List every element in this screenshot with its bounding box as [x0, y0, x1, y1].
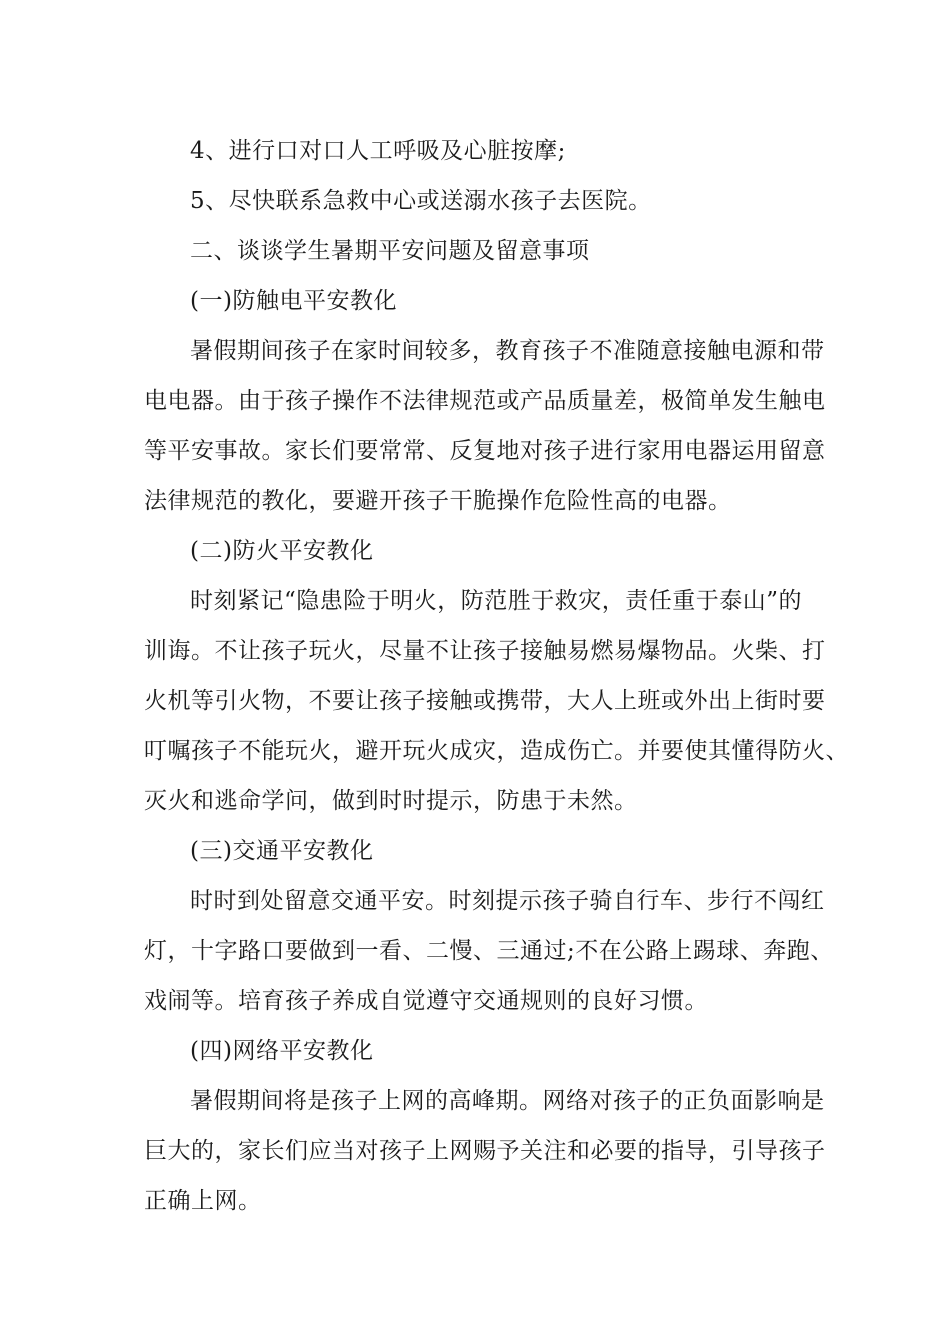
text-line: 灯，十字路口要做到一看、二慢、三通过;不在公路上踢球、奔跑、 [144, 938, 834, 964]
text-line: 灭火和逃命学问，做到时时提示，防患于未然。 [144, 788, 638, 814]
subsection-heading: (一)防触电平安教化 [190, 288, 397, 314]
text-line: 火机等引火物，不要让孩子接触或携带，大人上班或外出上街时要 [144, 688, 826, 714]
text-line: 暑假期间孩子在家时间较多，教育孩子不准随意接触电源和带 [190, 338, 825, 364]
text-line: 5、尽快联系急救中心或送溺水孩子去医院。 [190, 188, 652, 214]
subsection-heading: (四)网络平安教化 [190, 1038, 374, 1064]
text-line: 电电器。由于孩子操作不法律规范或产品质量差，极简单发生触电 [144, 388, 826, 414]
text-line: 训诲。不让孩子玩火，尽量不让孩子接触易燃易爆物品。火柴、打 [144, 638, 826, 664]
text-line: 4、进行口对口人工呼吸及心脏按摩; [190, 138, 566, 164]
text-line: 巨大的，家长们应当对孩子上网赐予关注和必要的指导，引导孩子 [144, 1138, 826, 1164]
text-line: 法律规范的教化，要避开孩子干脆操作危险性高的电器。 [144, 488, 732, 514]
text-line: 戏闹等。培育孩子养成自觉遵守交通规则的良好习惯。 [144, 988, 708, 1014]
subsection-heading: (三)交通平安教化 [190, 838, 374, 864]
text-line: 时时到处留意交通平安。时刻提示孩子骑自行车、步行不闯红 [190, 888, 825, 914]
text-line: 暑假期间将是孩子上网的高峰期。网络对孩子的正负面影响是 [190, 1088, 825, 1114]
text-line: 等平安事故。家长们要常常、反复地对孩子进行家用电器运用留意 [144, 438, 826, 464]
text-line: 正确上网。 [144, 1188, 262, 1214]
section-heading: 二、谈谈学生暑期平安问题及留意事项 [190, 238, 590, 264]
document-body [144, 126, 849, 1226]
text-line: 时刻紧记“隐患险于明火，防范胜于救灾，责任重于泰山”的 [190, 588, 803, 614]
text-line: 叮嘱孩子不能玩火，避开玩火成灾，造成伤亡。并要使其懂得防火、 [144, 738, 849, 764]
subsection-heading: (二)防火平安教化 [190, 538, 374, 564]
